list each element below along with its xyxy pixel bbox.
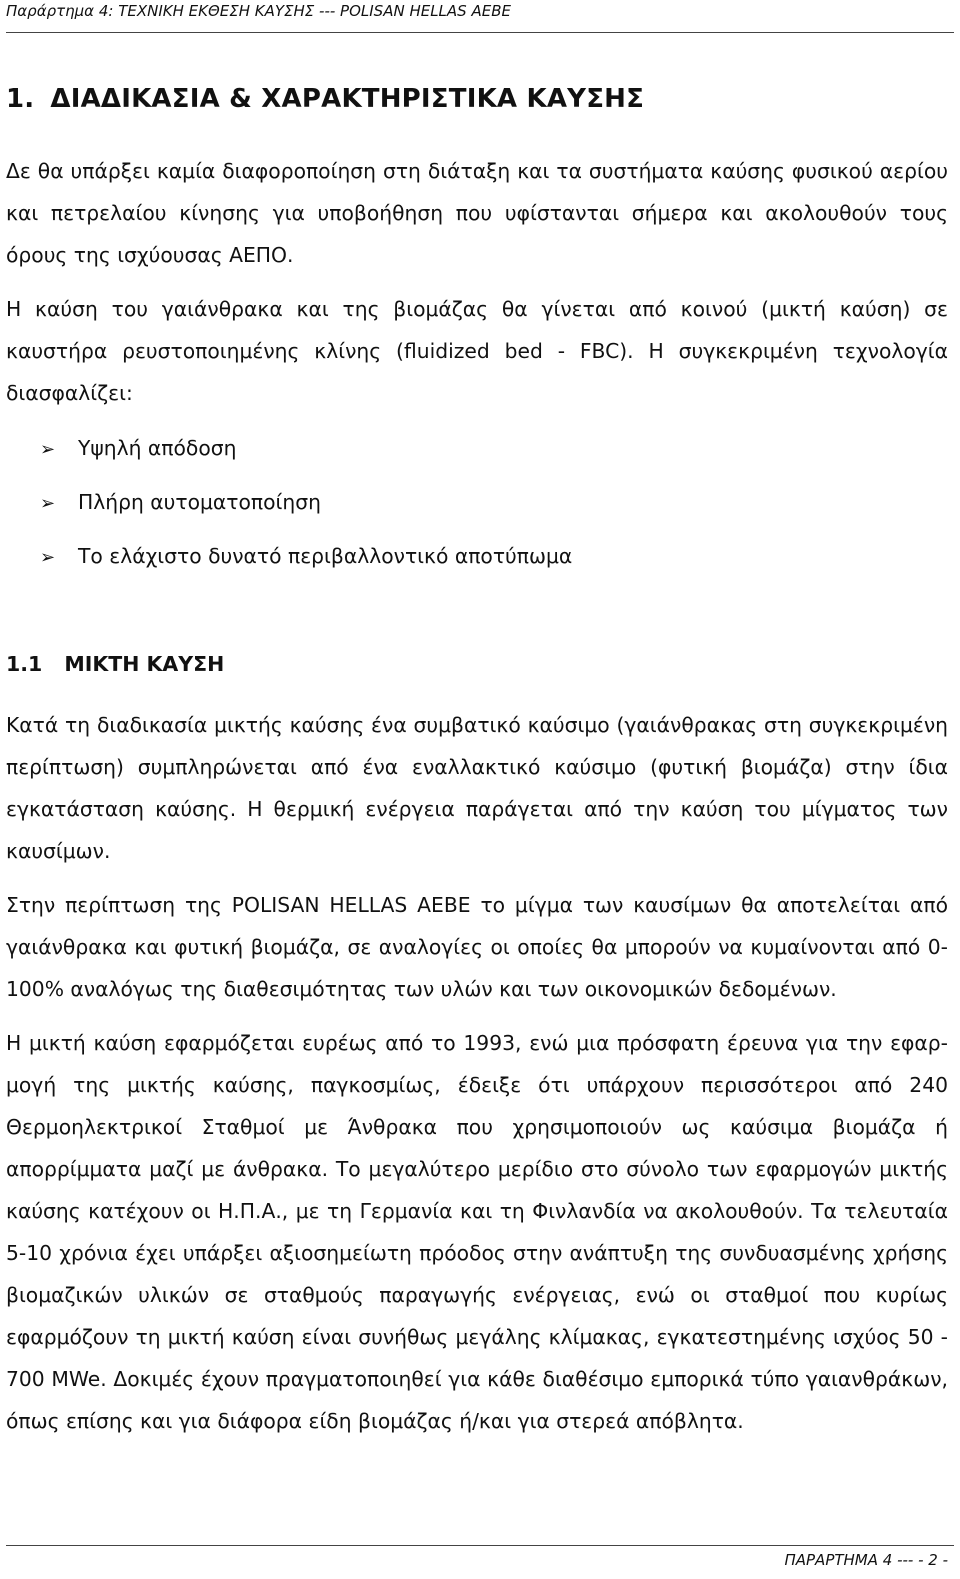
section-1-1-number: 1.1 bbox=[6, 652, 43, 676]
list-item bbox=[40, 482, 572, 536]
arrow-bullet-icon: ➢ bbox=[40, 547, 56, 568]
list-item-text: Το ελάχιστο δυνατό περιβαλλοντικό αποτύπωμα bbox=[78, 544, 573, 568]
section-1-title: ΔΙΑΔΙΚΑΣΙΑ & ΧΑΡΑΚΤΗΡΙΣΤΙΚΑ ΚΑΥΣΗΣ bbox=[50, 84, 645, 114]
section-1-1-paragraph-2: Στην περίπτωση της POLISAN HELLAS AEBE το μίγμα των καυσίμων θα αποτελείται από γαιάνθρακα και φυτική βιομάζα, σε αναλογίες οι οποίες θα μπορούν να κυμαίνονται από 0-100% αναλόγως της διαθεσιμότητας των υλών και των οικονομικών δεδομένων. bbox=[6, 893, 948, 1001]
section-1-paragraph-1: Δε θα υπάρξει καμία διαφοροποίηση στη διάταξη και τα συστήματα καύσης φυσικού αερίου και πετρελαίου κίνησης για υποβοήθηση που υφίστανται σήμερα και ακολουθούν τους όρους της ισχύουσας ΑΕΠΟ. bbox=[6, 159, 948, 267]
arrow-bullet-icon: ➢ bbox=[40, 439, 56, 460]
section-1-1-heading bbox=[6, 652, 224, 676]
list-item-text: Πλήρη αυτοματοποίηση bbox=[78, 490, 321, 514]
section-1-number: 1. bbox=[6, 84, 35, 114]
section-1-1-title: ΜΙΚΤΗ ΚΑΥΣΗ bbox=[64, 652, 225, 676]
section-1-1-paragraph-1: Κατά τη διαδικασία μικτής καύσης ένα συμβατικό καύσιμο (γαιάνθρακας στη συγκεκριμένη περίπτωση) συμπληρώνεται από ένα εναλλακτικό καύσιμο (φυτική βιομάζα) στην ίδια εγκατάσταση καύσης. Η θερμική ενέργεια παράγεται από την καύση του μίγματος των καυσίμων. bbox=[6, 713, 948, 863]
section-1-paragraph-2: Η καύση του γαιάνθρακα και της βιομάζας θα γίνεται από κοινού (μικτή καύση) σε καυστήρα ρευστοποιημένης κλίνης (fluidized bed - FBC). Η συγκεκριμένη τεχνολογία διασφαλίζει: bbox=[6, 297, 948, 405]
arrow-bullet-icon: ➢ bbox=[40, 493, 56, 514]
section-1-heading bbox=[6, 84, 644, 114]
feature-list bbox=[40, 428, 572, 590]
list-item-text: Υψηλή απόδοση bbox=[78, 436, 237, 460]
section-1-1-paragraph-3: Η μικτή καύση εφαρμόζεται ευρέως από το 1993, ενώ μια πρόσφατη έρευνα για την εφαρ-μογή της μικτής καύσης, παγκοσμίως, έδειξε ότι υπάρχουν περισσότεροι από 240 Θερμοηλεκτρικοί Σταθμοί με Άνθρακα που χρησιμοποιούν ως καύσιμα βιομάζα ή απορρίμματα μαζί με άνθρακα. Το μεγαλύτερο μερίδιο στο σύνολο των εφαρμογών μικτής καύσης κατέχουν οι Η.Π.Α., με τη Γερμανία και τη Φινλανδία να ακολουθούν. Τα τελευταία 5-10 χρόνια έχει υπάρξει αξιοσημείωτη πρόοδος στην ανάπτυξη της συνδυασμένης χρήσης βιομαζικών υλικών σε σταθμούς παραγωγής ενέργειας, ενώ οι σταθμοί που κυρίως εφαρμόζουν τη μικτή καύση είναι συνήθως μεγάλης κλίμακας, εγκατεστημένης ισχύος 50 - 700 MWe. Δοκιμές έχουν πραγματοποιηθεί για κάθε διαθέσιμο εμπορικά τύπο γαιανθράκων, όπως επίσης και για διάφορα είδη βιομάζας ή/και για στερεά απόβλητα. bbox=[6, 1031, 948, 1433]
running-header: Παράρτημα 4: ΤΕΧΝΙΚΗ ΕΚΘΕΣΗ ΚΑΥΣΗΣ --- POLISAN HELLAS AEBE bbox=[6, 2, 511, 20]
page-footer: ΠΑΡΑΡΤΗΜΑ 4 --- - 2 - bbox=[784, 1551, 948, 1569]
list-item bbox=[40, 428, 572, 482]
footer-divider bbox=[6, 1545, 954, 1546]
list-item bbox=[40, 536, 572, 590]
header-divider bbox=[6, 32, 954, 33]
